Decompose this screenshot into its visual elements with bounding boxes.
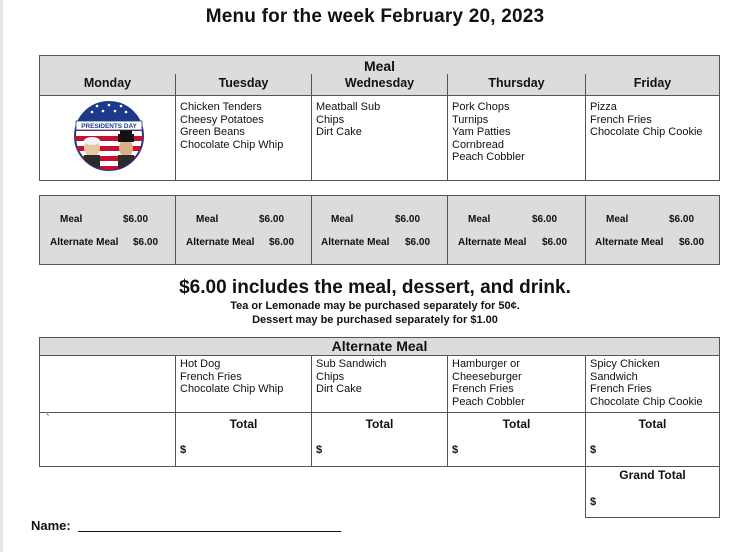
menu-item: Pizza <box>590 101 617 113</box>
meal-label: Meal <box>331 214 354 225</box>
day-tuesday: Tuesday <box>218 76 269 90</box>
page-title: Menu for the week February 20, 2023 <box>205 6 545 27</box>
price-col-divider <box>175 195 176 265</box>
meal-heading: Meal <box>363 58 396 74</box>
menu-item: Cheesy Potatoes <box>180 113 264 126</box>
alt-meal-price: $6.00 <box>269 237 295 248</box>
grand-total-label: Grand Total <box>619 468 686 482</box>
friday-meal-items <box>586 99 719 141</box>
menu-item: Cornbread <box>452 138 504 151</box>
total-label-friday: Total <box>638 417 667 431</box>
alt-meal-label: Alternate Meal <box>50 237 119 248</box>
thursday-meal-items <box>448 99 585 166</box>
thursday-alt-items <box>448 356 585 410</box>
menu-item: Peach Cobbler <box>452 395 525 408</box>
alt-total-divider <box>39 412 720 413</box>
menu-item: Sub Sandwich <box>316 358 387 370</box>
price-row <box>39 195 720 265</box>
meal-price: $6.00 <box>259 214 285 225</box>
meal-label: Meal <box>196 214 219 225</box>
menu-item: Yam Patties <box>452 126 511 139</box>
promo-dessert-note: Dessert may be purchased separately for $1.00 <box>252 314 498 326</box>
grand-total-input[interactable]: $ <box>590 496 597 508</box>
alt-meal-price: $6.00 <box>679 237 705 248</box>
name-label: Name: <box>31 518 71 533</box>
meal-label: Meal <box>468 214 491 225</box>
promo-main: $6.00 includes the meal, dessert, and drink. <box>179 277 571 298</box>
tuesday-alt-items <box>176 356 311 398</box>
alt-meal-label: Alternate Meal <box>186 237 255 248</box>
menu-item: Green Beans <box>180 126 245 139</box>
menu-item: Chocolate Chip Cookie <box>590 395 703 408</box>
menu-item: Cheeseburger <box>452 370 522 383</box>
menu-item: Dirt Cake <box>316 126 362 139</box>
price-col-divider <box>447 195 448 265</box>
presidents-day-icon <box>73 98 145 174</box>
wednesday-meal-items <box>312 99 447 141</box>
menu-item: Chocolate Chip Whip <box>180 138 284 151</box>
menu-item: French Fries <box>180 370 242 383</box>
wednesday-alt-items <box>312 356 447 398</box>
stray-mark: ` <box>46 413 50 425</box>
menu-item: Hamburger or <box>452 358 520 370</box>
alt-meal-price: $6.00 <box>405 237 431 248</box>
menu-item: Chips <box>316 370 345 383</box>
total-input-thursday[interactable]: $ <box>452 444 459 456</box>
day-thursday: Thursday <box>488 76 545 90</box>
total-label-thursday: Total <box>502 417 531 431</box>
total-input-wednesday[interactable]: $ <box>316 444 323 456</box>
meal-header-divider <box>39 95 720 96</box>
alt-meal-label: Alternate Meal <box>321 237 390 248</box>
day-wednesday: Wednesday <box>344 76 415 90</box>
menu-item: Chocolate Chip Whip <box>180 383 284 396</box>
presidents-day-badge <box>73 98 145 174</box>
menu-item: Chips <box>316 113 345 126</box>
day-monday: Monday <box>83 76 132 90</box>
meal-label: Meal <box>60 214 83 225</box>
total-input-friday[interactable]: $ <box>590 444 597 456</box>
total-label-wednesday: Total <box>365 417 394 431</box>
meal-label: Meal <box>606 214 629 225</box>
menu-item: French Fries <box>590 383 652 396</box>
price-col-divider <box>311 195 312 265</box>
badge-text: PRESIDENTS DAY <box>81 123 137 130</box>
friday-alt-items <box>586 356 719 410</box>
menu-item: Pork Chops <box>452 101 510 113</box>
day-friday: Friday <box>633 76 672 90</box>
menu-item: Dirt Cake <box>316 383 362 396</box>
menu-item: French Fries <box>590 113 652 126</box>
total-label-tuesday: Total <box>229 417 258 431</box>
alt-meal-label: Alternate Meal <box>458 237 527 248</box>
menu-item: Hot Dog <box>180 358 221 370</box>
menu-item: Meatball Sub <box>316 101 381 113</box>
menu-item: French Fries <box>452 383 514 396</box>
menu-item: Peach Cobbler <box>452 151 525 164</box>
price-col-divider <box>585 195 586 265</box>
page-edge <box>0 0 3 552</box>
alt-meal-label: Alternate Meal <box>595 237 664 248</box>
total-input-tuesday[interactable]: $ <box>180 444 187 456</box>
menu-item: Chicken Tenders <box>180 101 262 113</box>
alt-meal-price: $6.00 <box>542 237 568 248</box>
name-input-line[interactable] <box>78 531 341 532</box>
promo-drink-note: Tea or Lemonade may be purchased separately for 50¢. <box>230 300 520 312</box>
alt-meal-price: $6.00 <box>133 237 159 248</box>
menu-item: Sandwich <box>590 370 638 383</box>
meal-price: $6.00 <box>395 214 421 225</box>
meal-price: $6.00 <box>532 214 558 225</box>
menu-item: Spicy Chicken <box>590 358 660 370</box>
menu-item: Turnips <box>452 113 489 126</box>
tuesday-meal-items <box>176 99 311 153</box>
alt-meal-heading: Alternate Meal <box>331 338 428 354</box>
meal-price: $6.00 <box>123 214 149 225</box>
menu-item: Chocolate Chip Cookie <box>590 126 703 139</box>
meal-price: $6.00 <box>669 214 695 225</box>
